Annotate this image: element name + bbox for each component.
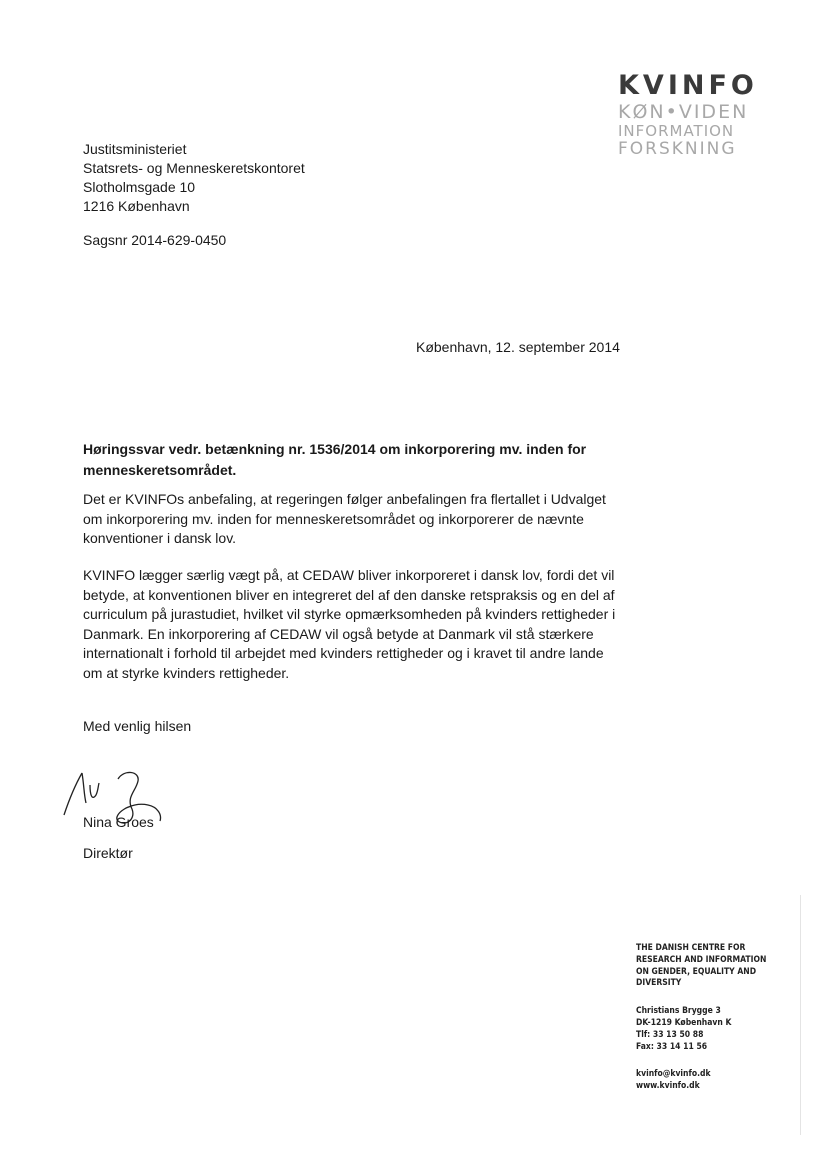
footer-org-line-4: DIVERSITY [636, 978, 682, 989]
logo-line-2: KØN•VIDEN [618, 101, 749, 123]
footer-org-line-1: THE DANISH CENTRE FOR [636, 943, 746, 953]
footer-street: Christians Brygge 3 [636, 1006, 721, 1017]
footer-city: DK-1219 København K [636, 1017, 732, 1028]
footer-org-line-2: RESEARCH AND INFORMATION [636, 954, 767, 965]
closing-salutation: Med venlig hilsen [83, 718, 192, 734]
sender-footer [636, 943, 796, 1093]
signer-name: Nina Groes [83, 814, 154, 830]
logo-line-3: INFORMATION [618, 122, 735, 140]
letter-subject: Høringssvar vedr. betænkning nr. 1536/2014 om inkorporering mv. inden for menneskeretsområdet. [83, 441, 587, 478]
logo-line-1: KVINFO [618, 70, 758, 101]
recipient-line-1: Justitsministeriet [83, 141, 187, 157]
case-number: Sagsnr 2014-629-0450 [83, 232, 227, 248]
logo-line-4: FORSKNING [618, 139, 737, 159]
recipient-line-3: Slotholmsgade 10 [83, 179, 196, 195]
recipient-line-2: Statsrets- og Menneskeretskontoret [83, 160, 305, 176]
body-paragraph-1: Det er KVINFOs anbefaling, at regeringen følger anbefalingen fra flertallet i Udvalget om inkorporering mv. inden for menneskeretsområdet og inkorporerer de nævnte konventioner i dansk lov. [83, 491, 606, 546]
footer-fax: Fax: 33 14 11 56 [636, 1041, 708, 1052]
footer-spacer [636, 990, 796, 1006]
footer-org-line-3: ON GENDER, EQUALITY AND [636, 966, 757, 977]
footer-phone: Tlf: 33 13 50 88 [636, 1029, 704, 1040]
recipient-address [83, 140, 305, 216]
signer-title: Direktør [83, 845, 133, 861]
body-paragraph-2: KVINFO lægger særlig vægt på, at CEDAW bliver inkorporeret i dansk lov, fordi det vil betyde, at konventionen bliver en integreret del af den danske retspraksis og en del af curriculum på jurastudiet, hvilket vil styrke opmærksomheden på kvinders rettigheder i Danmark. En inkorporering af CEDAW vil også betyde at Danmark vil stå stærkere internationalt i forhold til arbejdet med kvinders rettigheder og i kravet til andre lande om at styrke kvinders rettigheder. [83, 567, 616, 681]
footer-email: kvinfo@kvinfo.dk [636, 1069, 711, 1080]
footer-web: www.kvinfo.dk [636, 1081, 700, 1092]
recipient-line-4: 1216 København [83, 198, 190, 214]
scan-edge-line [800, 895, 801, 1135]
footer-spacer-2 [636, 1053, 796, 1069]
kvinfo-logo [618, 72, 768, 158]
letter-date: København, 12. september 2014 [416, 339, 620, 355]
